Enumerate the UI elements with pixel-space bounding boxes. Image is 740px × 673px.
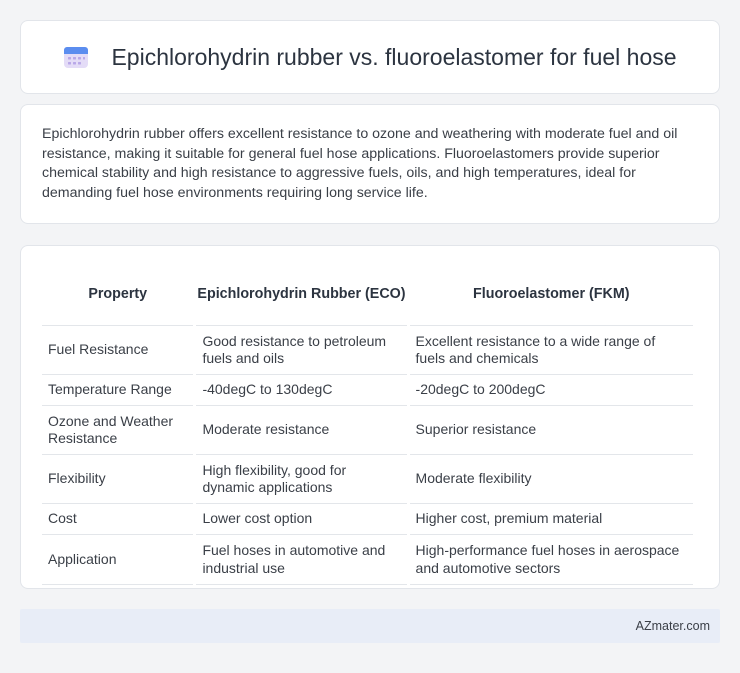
column-header-property: Property: [42, 264, 193, 326]
fkm-cell: High-performance fuel hoses in aerospace and automotive sectors: [410, 535, 693, 585]
eco-cell: Fuel hoses in automotive and industrial use: [196, 535, 406, 585]
table-row: [42, 375, 693, 406]
fkm-cell: Moderate flexibility: [410, 455, 693, 504]
eco-cell: -40degC to 130degC: [196, 375, 406, 406]
column-header-fkm: Fluoroelastomer (FKM): [410, 264, 693, 326]
comparison-table: [39, 264, 696, 585]
property-cell: Temperature Range: [42, 375, 193, 406]
property-cell: Fuel Resistance: [42, 326, 193, 375]
eco-cell: High flexibility, good for dynamic applications: [196, 455, 406, 504]
footer-bar: [20, 609, 720, 643]
table-row: [42, 535, 693, 585]
table-row: [42, 455, 693, 504]
page-title: Epichlorohydrin rubber vs. fluoroelastomer for fuel hose: [111, 43, 677, 70]
intro-card: [20, 104, 720, 224]
footer-brand[interactable]: AZmater.com: [635, 619, 710, 633]
property-cell: Ozone and Weather Resistance: [42, 406, 193, 455]
fkm-cell: Higher cost, premium material: [410, 504, 693, 535]
calendar-icon: [63, 44, 89, 70]
table-row: [42, 406, 693, 455]
eco-cell: Lower cost option: [196, 504, 406, 535]
table-row: [42, 504, 693, 535]
eco-cell: Moderate resistance: [196, 406, 406, 455]
fkm-cell: -20degC to 200degC: [410, 375, 693, 406]
table-header-row: [42, 264, 693, 326]
column-header-eco: Epichlorohydrin Rubber (ECO): [196, 264, 406, 326]
title-card: [20, 20, 720, 94]
property-cell: Cost: [42, 504, 193, 535]
property-cell: Flexibility: [42, 455, 193, 504]
fkm-cell: Superior resistance: [410, 406, 693, 455]
property-cell: Application: [42, 535, 193, 585]
intro-paragraph: Epichlorohydrin rubber offers excellent resistance to ozone and weathering with moderate fuel and oil resistance, making it suitable for general fuel hose applications. Fluoroelastomers provide superior chemical stability and high resistance to aggressive fuels, oils, and high temperatures, ideal for demanding fuel hose environments requiring long service life.: [42, 126, 678, 201]
eco-cell: Good resistance to petroleum fuels and oils: [196, 326, 406, 375]
fkm-cell: Excellent resistance to a wide range of fuels and chemicals: [410, 326, 693, 375]
comparison-table-card: [20, 245, 720, 589]
table-row: [42, 326, 693, 375]
